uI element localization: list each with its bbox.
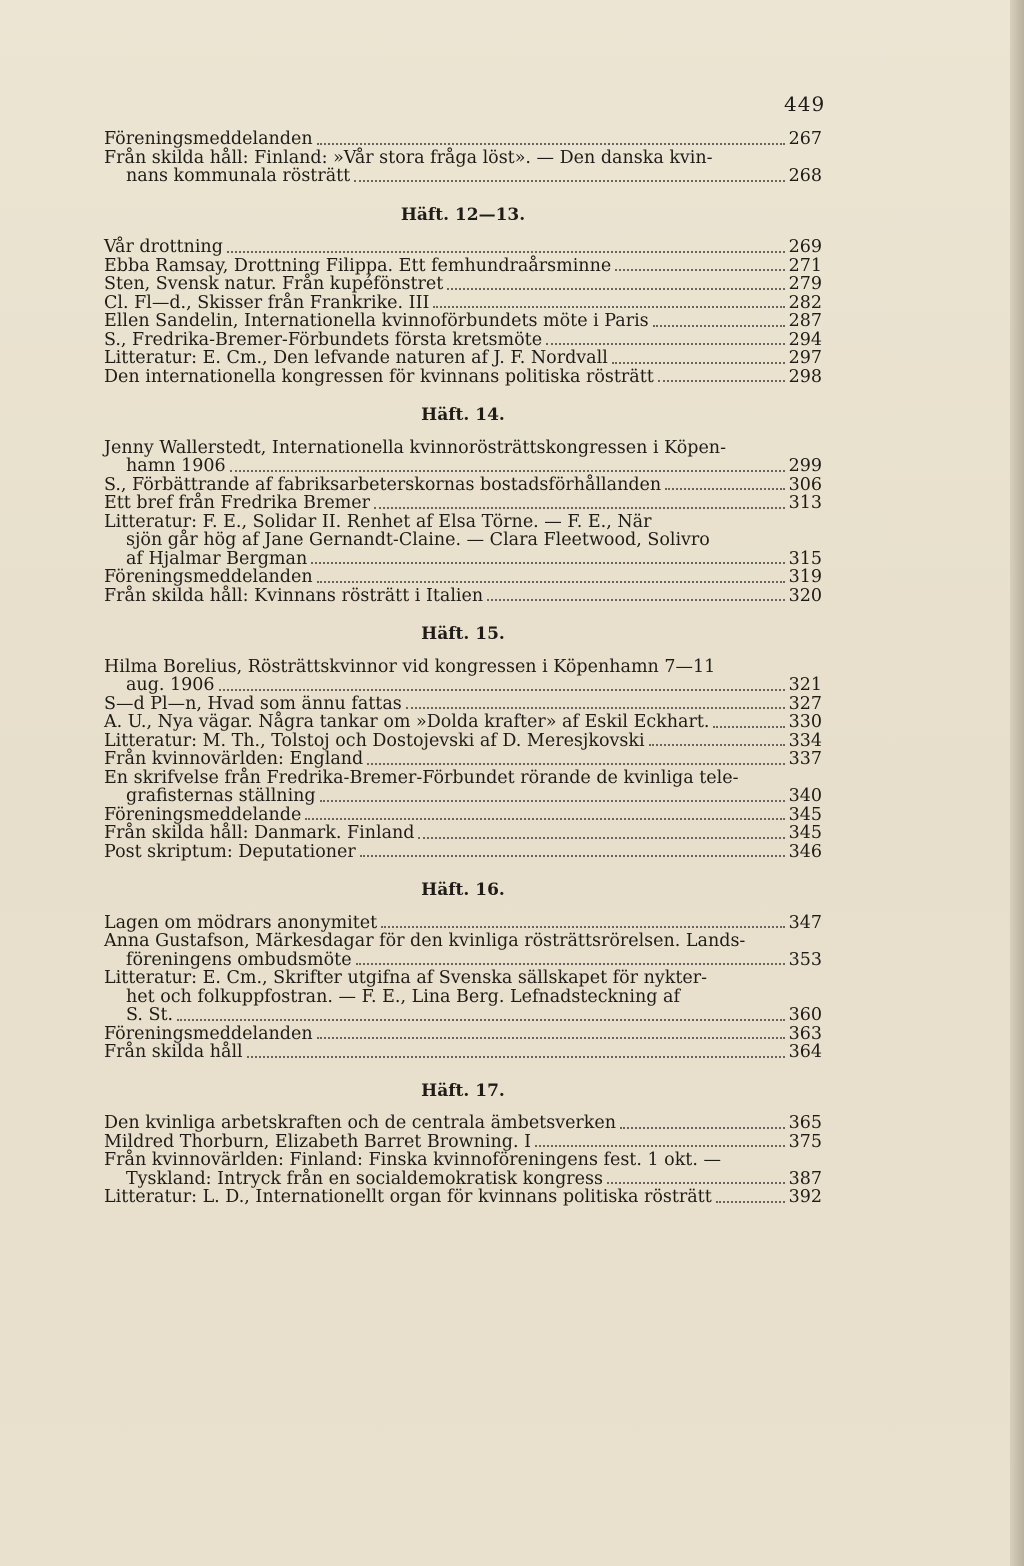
entry-title: Jenny Wallerstedt, Internationella kvinnorösträttskongressen i Köpen- bbox=[104, 437, 726, 458]
toc-entry bbox=[104, 843, 822, 862]
dot-leader bbox=[177, 1019, 785, 1021]
entry-title: grafisternas ställning bbox=[126, 786, 316, 806]
entry-title: Lagen om mödrars anonymitet bbox=[104, 912, 378, 933]
toc-entry bbox=[104, 476, 822, 495]
entry-title: Den kvinliga arbetskraften och de centrala ämbetsverken bbox=[104, 1113, 617, 1133]
entry-page-number: 268 bbox=[788, 166, 822, 186]
dot-leader bbox=[320, 800, 785, 802]
entry-title: Hilma Borelius, Rösträttskvinnor vid kongressen i Köpenhamn 7—11 bbox=[104, 656, 716, 677]
toc-entry bbox=[104, 130, 822, 149]
entry-page-number: 365 bbox=[788, 1113, 822, 1133]
entry-title: Från skilda håll: Danmark. Finland bbox=[104, 823, 415, 843]
table-of-contents bbox=[104, 130, 822, 1207]
toc-entry bbox=[104, 568, 822, 587]
dot-leader bbox=[716, 1201, 785, 1203]
entry-title: Ellen Sandelin, Internationella kvinnoförbundets möte i Paris bbox=[104, 311, 649, 331]
dot-leader bbox=[354, 180, 784, 182]
toc-entry bbox=[104, 1151, 822, 1170]
entry-title: föreningens ombudsmöte bbox=[126, 949, 352, 970]
entry-title: het och folkuppfostran. — F. E., Lina Berg. Lefnadsteckning af bbox=[126, 986, 680, 1007]
dot-leader bbox=[612, 362, 785, 364]
entry-title: S., Förbättrande af fabriksarbeterskornas bostadsförhållanden bbox=[104, 474, 662, 495]
entry-page-number: 267 bbox=[788, 129, 822, 149]
dot-leader bbox=[305, 818, 784, 820]
toc-entry bbox=[104, 439, 822, 458]
entry-title: S., Fredrika-Bremer-Förbundets första kretsmöte bbox=[104, 329, 543, 350]
entry-page-number: 306 bbox=[788, 474, 822, 495]
entry-title: af Hjalmar Bergman bbox=[126, 548, 308, 569]
entry-page-number: 353 bbox=[788, 949, 822, 970]
dot-leader bbox=[713, 726, 784, 728]
entry-title: Från skilda håll: Finland: »Vår stora fråga löst». — Den danska kvin- bbox=[104, 147, 713, 168]
entry-page-number: 294 bbox=[788, 329, 822, 350]
toc-entry bbox=[104, 331, 822, 350]
dot-leader bbox=[317, 143, 785, 145]
toc-entry bbox=[104, 457, 822, 476]
toc-entry bbox=[104, 969, 822, 988]
entry-title: Litteratur: M. Th., Tolstoj och Dostojevski af D. Meresjkovski bbox=[104, 730, 645, 751]
dot-leader bbox=[219, 689, 785, 691]
toc-entry bbox=[104, 932, 822, 951]
dot-leader bbox=[620, 1127, 785, 1129]
entry-page-number: 313 bbox=[788, 493, 822, 513]
toc-entry bbox=[104, 695, 822, 714]
dot-leader bbox=[433, 306, 784, 308]
toc-entry bbox=[104, 550, 822, 569]
entry-title: Föreningsmeddelanden bbox=[104, 1023, 313, 1044]
toc-entry bbox=[104, 951, 822, 970]
toc-entry bbox=[104, 769, 822, 788]
section-heading: Häft. 16. bbox=[421, 880, 505, 900]
entry-title: Ett bref från Fredrika Bremer bbox=[104, 493, 371, 513]
toc-section bbox=[104, 130, 822, 186]
toc-entry bbox=[104, 1133, 822, 1152]
entry-title: Litteratur: E. Cm., Den lefvande naturen af J. F. Nordvall bbox=[104, 348, 608, 368]
dot-leader bbox=[406, 707, 785, 709]
toc-section bbox=[104, 625, 822, 861]
entry-title: S—d Pl—n, Hvad som ännu fattas bbox=[104, 693, 402, 714]
entry-page-number: 319 bbox=[788, 567, 822, 587]
entry-title: Ebba Ramsay, Drottning Filippa. Ett femhundraårsminne bbox=[104, 255, 612, 276]
toc-entry bbox=[104, 1043, 822, 1062]
entry-title: Den internationella kongressen för kvinnans politiska rösträtt bbox=[104, 366, 654, 387]
toc-entry bbox=[104, 914, 822, 933]
toc-entry bbox=[104, 750, 822, 769]
toc-entry bbox=[104, 1170, 822, 1189]
section-heading: Häft. 15. bbox=[421, 624, 505, 644]
dot-leader bbox=[665, 488, 784, 490]
entry-page-number: 298 bbox=[788, 366, 822, 387]
entry-page-number: 282 bbox=[788, 292, 822, 313]
entry-title: Föreningsmeddelande bbox=[104, 804, 302, 825]
toc-entry bbox=[104, 494, 822, 513]
toc-section bbox=[104, 406, 822, 605]
toc-entry bbox=[104, 988, 822, 1007]
dot-leader bbox=[247, 1056, 785, 1058]
entry-page-number: 320 bbox=[788, 585, 822, 606]
entry-title: Tyskland: Intryck från en socialdemokratisk kongress bbox=[126, 1168, 603, 1189]
page-edge bbox=[1010, 0, 1024, 1566]
entry-page-number: 347 bbox=[788, 912, 822, 933]
entry-page-number: 334 bbox=[788, 730, 822, 751]
entry-title: Sten, Svensk natur. Från kupéfönstret bbox=[104, 274, 444, 294]
entry-page-number: 327 bbox=[788, 693, 822, 714]
toc-entry bbox=[104, 1006, 822, 1025]
toc-entry bbox=[104, 349, 822, 368]
dot-leader bbox=[317, 1037, 785, 1039]
toc-entry bbox=[104, 658, 822, 677]
entry-page-number: 360 bbox=[788, 1005, 822, 1025]
section-heading: Häft. 14. bbox=[421, 405, 505, 425]
toc-entry bbox=[104, 732, 822, 751]
entry-title: Från skilda håll bbox=[104, 1042, 243, 1062]
toc-entry bbox=[104, 294, 822, 313]
dot-leader bbox=[230, 470, 785, 472]
entry-page-number: 346 bbox=[788, 841, 822, 862]
toc-entry bbox=[104, 149, 822, 168]
entry-page-number: 340 bbox=[788, 786, 822, 806]
entry-title: Anna Gustafson, Märkesdagar för den kvinliga rösträttsrörelsen. Lands- bbox=[104, 931, 746, 951]
dot-leader bbox=[360, 855, 785, 857]
entry-title: En skrifvelse från Fredrika-Bremer-Förbundet rörande de kvinliga tele- bbox=[104, 767, 739, 788]
entry-page-number: 287 bbox=[788, 311, 822, 331]
toc-entry bbox=[104, 513, 822, 532]
toc-entry bbox=[104, 531, 822, 550]
dot-leader bbox=[356, 963, 785, 965]
entry-title: Litteratur: E. Cm., Skrifter utgifna af Svenska sällskapet för nykter- bbox=[104, 968, 708, 988]
entry-title: Cl. Fl—d., Skisser från Frankrike. III bbox=[104, 292, 430, 313]
toc-entry bbox=[104, 1114, 822, 1133]
entry-title: hamn 1906 bbox=[126, 456, 226, 476]
dot-leader bbox=[227, 251, 785, 253]
toc-entry bbox=[104, 1025, 822, 1044]
entry-page-number: 345 bbox=[788, 823, 822, 843]
toc-entry bbox=[104, 238, 822, 257]
entry-page-number: 297 bbox=[788, 348, 822, 368]
toc-entry bbox=[104, 257, 822, 276]
entry-page-number: 315 bbox=[788, 548, 822, 569]
toc-entry bbox=[104, 676, 822, 695]
entry-title: Från skilda håll: Kvinnans rösträtt i Italien bbox=[104, 585, 484, 606]
dot-leader bbox=[658, 380, 785, 382]
toc-entry bbox=[104, 275, 822, 294]
dot-leader bbox=[367, 763, 784, 765]
toc-entry bbox=[104, 587, 822, 606]
dot-leader bbox=[653, 325, 785, 327]
entry-title: Föreningsmeddelanden bbox=[104, 129, 313, 149]
toc-entry bbox=[104, 806, 822, 825]
entry-title: Litteratur: F. E., Solidar II. Renhet af Elsa Törne. — F. E., När bbox=[104, 511, 652, 532]
dot-leader bbox=[607, 1182, 785, 1184]
dot-leader bbox=[487, 599, 784, 601]
toc-entry bbox=[104, 312, 822, 331]
toc-entry bbox=[104, 167, 822, 186]
entry-title: Post skriptum: Deputationer bbox=[104, 841, 356, 862]
entry-page-number: 299 bbox=[788, 456, 822, 476]
entry-page-number: 269 bbox=[788, 237, 822, 257]
entry-title: Vår drottning bbox=[104, 237, 223, 257]
toc-entry bbox=[104, 787, 822, 806]
toc-entry bbox=[104, 1188, 822, 1207]
entry-page-number: 279 bbox=[788, 274, 822, 294]
dot-leader bbox=[418, 837, 784, 839]
dot-leader bbox=[615, 269, 784, 271]
entry-title: aug. 1906 bbox=[126, 675, 215, 695]
entry-page-number: 271 bbox=[788, 255, 822, 276]
toc-section bbox=[104, 881, 822, 1062]
entry-page-number: 364 bbox=[788, 1042, 822, 1062]
dot-leader bbox=[381, 926, 784, 928]
section-heading: Häft. 17. bbox=[421, 1080, 505, 1101]
toc-entry bbox=[104, 368, 822, 387]
entry-page-number: 387 bbox=[788, 1168, 822, 1189]
entry-page-number: 375 bbox=[788, 1131, 822, 1152]
entry-page-number: 330 bbox=[788, 712, 822, 732]
dot-leader bbox=[374, 507, 785, 509]
entry-title: Mildred Thorburn, Elizabeth Barret Browning. I bbox=[104, 1131, 532, 1152]
dot-leader bbox=[317, 581, 785, 583]
dot-leader bbox=[546, 343, 785, 345]
dot-leader bbox=[649, 744, 785, 746]
entry-title: A. U., Nya vägar. Några tankar om »Dolda krafter» af Eskil Eckhart. bbox=[104, 712, 710, 732]
dot-leader bbox=[311, 562, 784, 564]
dot-leader bbox=[535, 1145, 785, 1147]
toc-section bbox=[104, 206, 822, 387]
entry-page-number: 363 bbox=[788, 1023, 822, 1044]
entry-title: sjön går hög af Jane Gernandt-Claine. — Clara Fleetwood, Solivro bbox=[126, 530, 710, 550]
entry-title: nans kommunala rösträtt bbox=[126, 166, 351, 186]
dot-leader bbox=[447, 288, 784, 290]
toc-entry bbox=[104, 824, 822, 843]
entry-title: S. St. bbox=[126, 1005, 174, 1025]
toc-section bbox=[104, 1082, 822, 1207]
section-heading: Häft. 12—13. bbox=[400, 204, 526, 225]
toc-entry bbox=[104, 713, 822, 732]
entry-title: Från kvinnovärlden: England bbox=[104, 749, 364, 769]
entry-page-number: 392 bbox=[788, 1187, 822, 1207]
entry-page-number: 345 bbox=[788, 804, 822, 825]
entry-page-number: 337 bbox=[788, 749, 822, 769]
entry-title: Föreningsmeddelanden bbox=[104, 567, 313, 587]
entry-page-number: 321 bbox=[788, 675, 822, 695]
entry-title: Litteratur: L. D., Internationellt organ för kvinnans politiska rösträtt bbox=[104, 1187, 712, 1207]
entry-title: Från kvinnovärlden: Finland: Finska kvinnoföreningens fest. 1 okt. — bbox=[104, 1150, 721, 1170]
page-number: 449 bbox=[784, 92, 826, 116]
